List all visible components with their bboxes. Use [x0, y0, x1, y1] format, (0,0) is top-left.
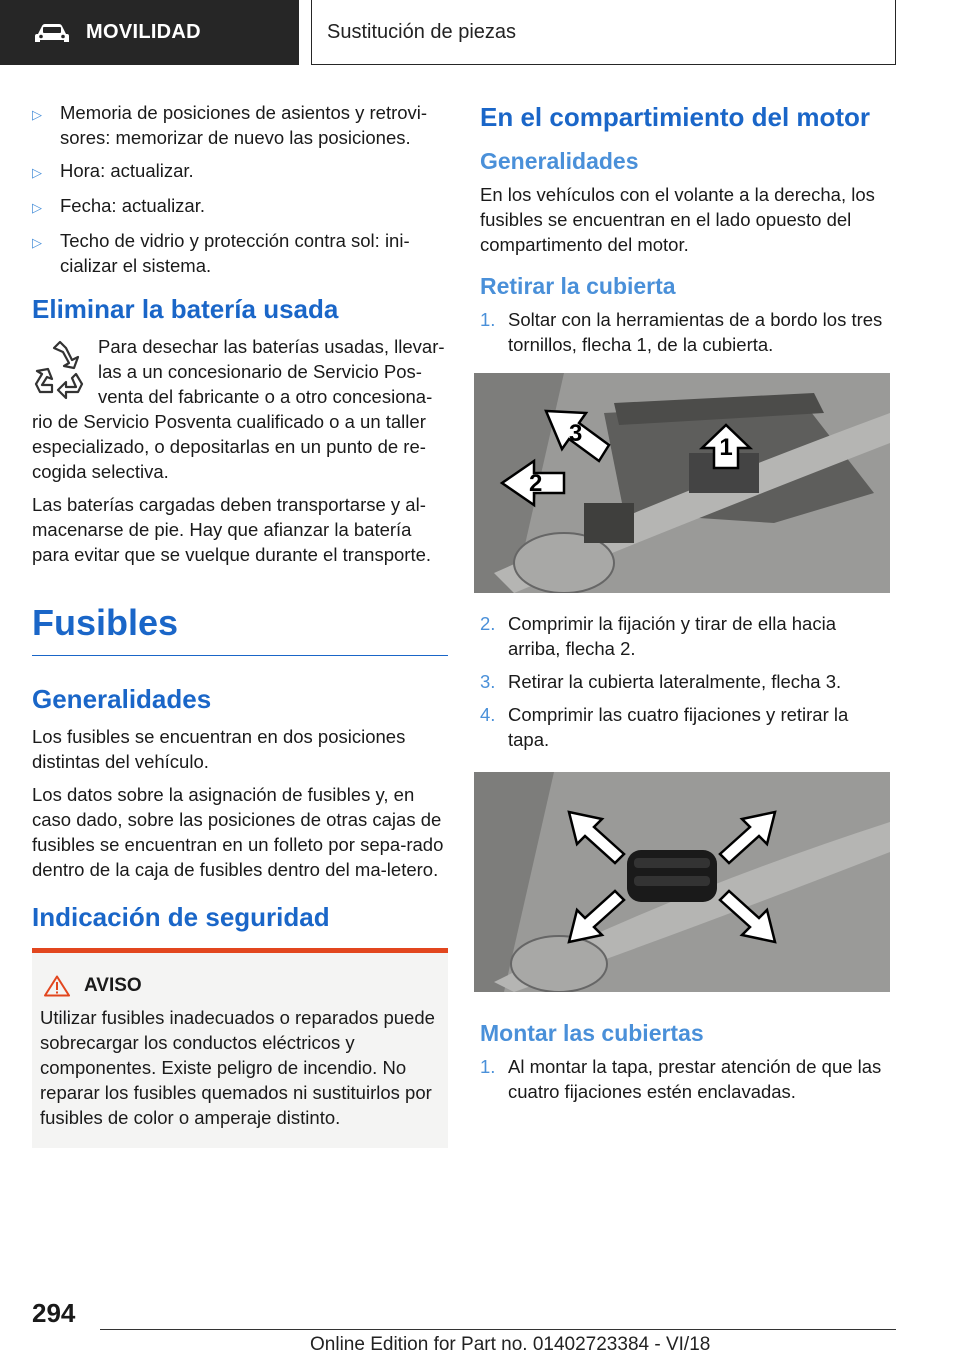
- triangle-bullet-icon: ▷: [32, 200, 42, 215]
- triangle-bullet-icon: ▷: [32, 107, 42, 122]
- photo-label-1: 1: [719, 434, 733, 461]
- left-column: [32, 100, 448, 1148]
- engine-photo-cover: [474, 373, 890, 593]
- engine-photo-2-illustration: [474, 772, 890, 992]
- engine-photo-fusebox: [474, 772, 890, 992]
- warning-label: AVISO: [84, 975, 142, 996]
- step-item: 4. Comprimir las cuatro fijaciones y retirar la tapa.: [480, 704, 849, 750]
- header-chapter-tab: [311, 0, 896, 65]
- list-item: ▷ Techo de vidrio y protección contra sol: ini-cializar el sistema.: [32, 230, 410, 276]
- step-item: 2. Comprimir la fijación y tirar de ella hacia arriba, flecha 2.: [480, 613, 836, 659]
- step-item: 1. Soltar con la herramientas de a bordo los tres tornillos, flecha 1, de la cubierta.: [480, 309, 883, 355]
- warning-text: Utilizar fusibles inadecuados o reparados puede sobrecargar los conductos eléctricos y componentes. Existe peligro de incendio. No reparar los fusibles quemados ni sustituirlos por fusibles de color o amperaje distinto.: [40, 1007, 435, 1128]
- car-icon: [34, 21, 70, 45]
- triangle-bullet-icon: ▷: [32, 235, 42, 250]
- triangle-bullet-icon: ▷: [32, 165, 42, 180]
- list-item: ▷ Memoria de posiciones de asientos y retrovi-sores: memorizar de nuevo las posiciones.: [32, 102, 428, 148]
- engine-general-heading: Generalidades: [480, 148, 639, 174]
- engine-photo-1-illustration: [474, 373, 890, 593]
- engine-general-paragraph: En los vehículos con el volante a la derecha, los fusibles se encuentran en el lado opuesto del compartimento del motor.: [480, 184, 875, 255]
- general-paragraph-1: Los fusibles se encuentran en dos posiciones distintas del vehículo.: [32, 726, 406, 772]
- photo-label-2: 2: [529, 470, 543, 497]
- battery-paragraph-2: Las baterías cargadas deben transportarse y al-macenarse de pie. Hay que afianzar la batería para evitar que se vuelque durante el transporte.: [32, 494, 432, 565]
- page-number: 294: [32, 1298, 76, 1328]
- list-item: ▷ Fecha: actualizar.: [32, 193, 448, 220]
- list-item: ▷ Hora: actualizar.: [32, 158, 448, 185]
- warning-header: [40, 975, 440, 997]
- warning-triangle-icon: [44, 975, 70, 997]
- battery-disposal-block: [32, 334, 448, 492]
- battery-paragraph-1: Para desechar las baterías usadas, llevar-las a un concesionario de Servicio Pos-venta del fabricante o a otro concesiona-rio de Servicio Posventa cualificado o a un taller especializado, o depositarlas en un punto de re-cogida selectiva.: [32, 336, 445, 482]
- remove-cover-heading: Retirar la cubierta: [480, 273, 676, 299]
- safety-heading: Indicación de seguridad: [32, 902, 330, 932]
- step-item: 1. Al montar la tapa, prestar atención de que las cuatro fijaciones estén enclavadas.: [480, 1056, 882, 1102]
- step-item: 3. Retirar la cubierta lateralmente, flecha 3.: [480, 671, 842, 692]
- footer-edition: Online Edition for Part no. 01402723384 - VI/18: [310, 1334, 711, 1355]
- warning-box: [32, 948, 448, 1148]
- photo-label-3: 3: [569, 420, 583, 447]
- battery-heading: Eliminar la batería usada: [32, 294, 339, 324]
- recycle-icon: [32, 338, 88, 402]
- right-column: [480, 100, 892, 1112]
- general-heading: Generalidades: [32, 684, 212, 714]
- footer-divider: [100, 1329, 896, 1330]
- fuses-heading: Fusibles: [32, 601, 448, 656]
- header-chapter-title: Sustitución de piezas: [327, 20, 517, 43]
- engine-heading: En el compartimiento del motor: [480, 102, 871, 132]
- general-paragraph-2: Los datos sobre la asignación de fusibles y, en caso dado, sobre las posiciones de otras cajas de fusibles se encuentran en un folleto por sepa-rado dentro de la caja de fusibles dentro del ma-letero.: [32, 784, 444, 880]
- mount-covers-heading: Montar las cubiertas: [480, 1020, 704, 1046]
- header-section-title: MOVILIDAD: [86, 21, 201, 43]
- header-section-tab: [0, 0, 299, 65]
